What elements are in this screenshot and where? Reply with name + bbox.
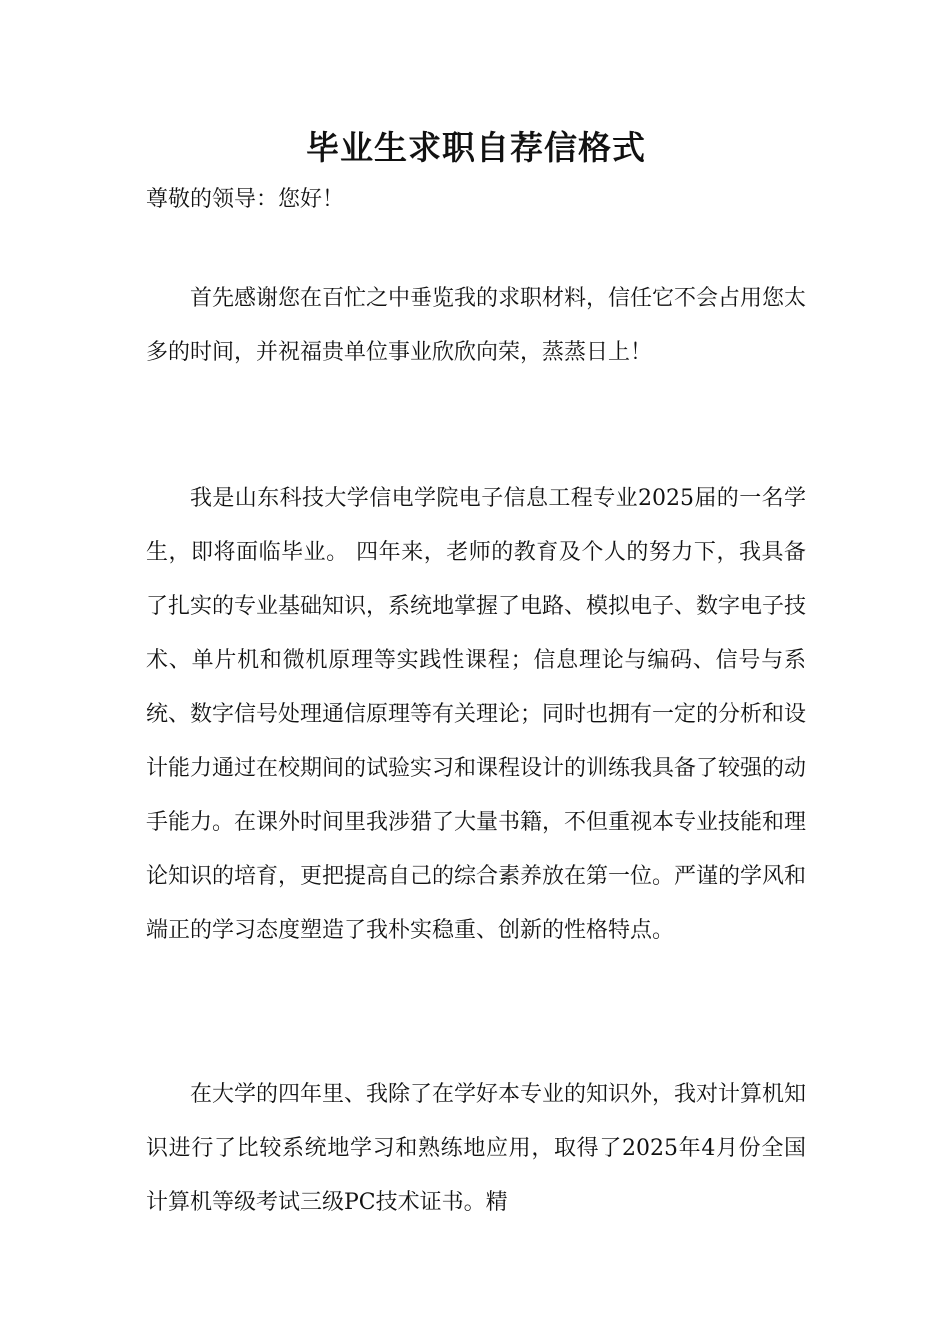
paragraph-greeting: 首先感谢您在百忙之中垂览我的求职材料，信任它不会占用您太多的时间，并祝福贵单位事业欣欣向荣，蒸蒸日上！: [146, 286, 807, 365]
paragraph-background: 我是山东科技大学信电学院电子信息工程专业2025届的一名学生，即将面临毕业。 四年来，老师的教育及个人的努力下，我具备了扎实的专业基础知识，系统地掌握了电路、模拟电子、数字电子技术、单片机和微机原理等实践性课程；信息理论与编码、信号与系统、数字信号处理通信原理等有关理论；同时也拥有一定的分析和设计能力通过在校期间的试验实习和课程设计的训练我具备了较强的动手能力。在课外时间里我涉猎了大量书籍，不但重视本专业技能和理论知识的培育，更把提高自己的综合素养放在第一位。严谨的学风和端正的学习态度塑造了我朴实稳重、创新的性格特点。: [146, 486, 807, 943]
salutation: 尊敬的领导：您好！: [146, 187, 345, 212]
document-title: 毕业生求职自荐信格式: [306, 128, 646, 167]
paragraph-computer-skills: 在大学的四年里、我除了在学好本专业的知识外，我对计算机知识进行了比较系统地学习和熟练地应用，取得了2025年4月份全国计算机等级考试三级PC技术证书。精: [146, 1082, 807, 1215]
